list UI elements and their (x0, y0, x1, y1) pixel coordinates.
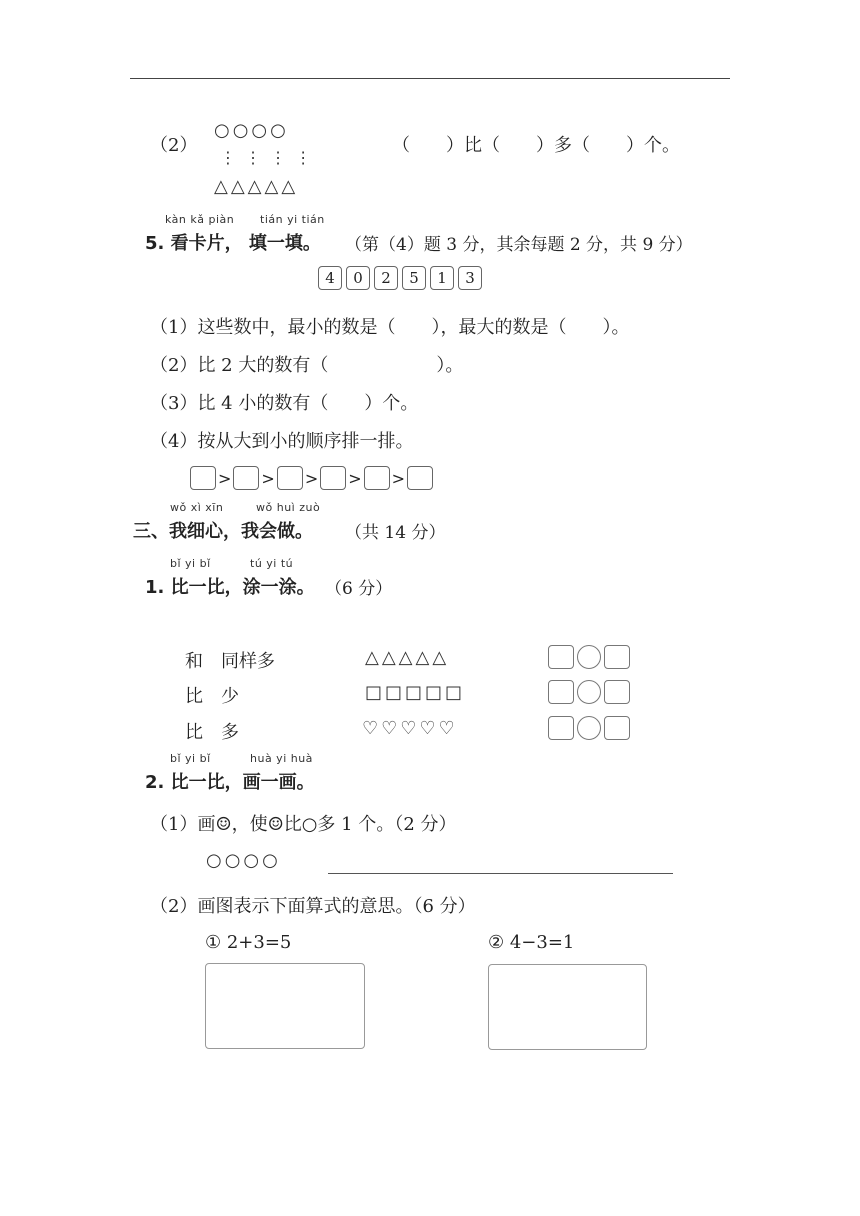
greater-than-sign: > (304, 468, 319, 488)
number-card: 1 (430, 266, 454, 290)
answer-box[interactable] (320, 466, 346, 490)
choice-box[interactable] (604, 680, 630, 704)
color-choice-row (548, 716, 630, 740)
q4-2-sentence: （ ）比（ ）多（ ）个。 (392, 135, 680, 156)
s3q1-pinyin-a: bǐ yi bǐ (170, 557, 211, 570)
answer-box[interactable] (364, 466, 390, 490)
triangle-shapes: △△△△△ (365, 647, 450, 668)
greater-than-sign: > (261, 468, 275, 488)
choice-circle[interactable] (577, 716, 601, 740)
s3q2-pinyin-b: huà yi huà (250, 752, 313, 765)
q4-2-label: （2） (150, 135, 198, 156)
greater-than-sign: > (218, 468, 232, 488)
s3q1-pinyin-b: tú yi tú (250, 557, 294, 570)
s3q2-title: 2. 比一比，画一画。 (145, 772, 315, 793)
q5-title: 5. 看卡片， 填一填。 (145, 233, 321, 254)
greater-than-sign: > (348, 468, 362, 488)
s3q1-title: 1. 比一比，涂一涂。 (145, 577, 315, 598)
sec3-score: （共 14 分） (345, 523, 446, 543)
answer-box[interactable] (277, 466, 303, 490)
s3q2-pinyin-a: bǐ yi bǐ (170, 752, 211, 765)
q5-sub1: （1）这些数中，最小的数是（ ），最大的数是（ ）。 (150, 317, 630, 338)
ordering-boxes (190, 466, 433, 490)
choice-box[interactable] (548, 716, 574, 740)
drawing-box-1[interactable] (205, 963, 365, 1049)
q5-pinyin-a: kàn kǎ piàn (165, 213, 235, 226)
q5-sub3: （3）比 4 小的数有（ ）个。 (150, 393, 419, 414)
number-card: 0 (346, 266, 370, 290)
sec3-pinyin-b: wǒ huì zuò (256, 501, 321, 514)
number-cards (318, 266, 486, 290)
s3q2-sub2: （2）画图表示下面算式的意思。（6 分） (150, 896, 476, 917)
number-card: 4 (318, 266, 342, 290)
choice-box[interactable] (604, 716, 630, 740)
choice-box[interactable] (548, 680, 574, 704)
answer-box[interactable] (190, 466, 216, 490)
answer-box[interactable] (407, 466, 433, 490)
number-card: 5 (402, 266, 426, 290)
compare-row-label: 比 少 (185, 686, 239, 707)
square-shapes: □□□□□ (365, 682, 466, 703)
choice-box[interactable] (548, 645, 574, 669)
choice-box[interactable] (604, 645, 630, 669)
q5-sub2: （2）比 2 大的数有（ ）。 (150, 355, 464, 376)
sub1-circles: ○○○○ (206, 850, 281, 871)
choice-circle[interactable] (577, 680, 601, 704)
heart-shapes: ♡♡♡♡♡ (362, 718, 458, 739)
q5-score: （第（4）题 3 分，其余每题 2 分，共 9 分） (345, 235, 693, 255)
sec3-pinyin-a: wǒ xì xīn (170, 501, 224, 514)
triangles-row: △△△△△ (214, 176, 299, 197)
q5-pinyin-b: tián yi tián (260, 213, 325, 226)
equation-2: ② 4−3=1 (488, 932, 575, 953)
compare-row-label: 比 多 (185, 722, 239, 743)
color-choice-row (548, 680, 630, 704)
circles-row: ○○○○ (214, 120, 289, 141)
s3q2-sub1: （1）画☺，使☺比○多 1 个。（2 分） (150, 814, 457, 835)
s3q1-score: （6 分） (325, 579, 393, 599)
compare-row-label: 和 同样多 (185, 651, 275, 672)
drawing-line[interactable] (328, 873, 673, 874)
equation-1: ① 2+3=5 (205, 932, 292, 953)
color-choice-row (548, 645, 630, 669)
q5-sub4: （4）按从大到小的顺序排一排。 (150, 431, 414, 452)
choice-circle[interactable] (577, 645, 601, 669)
answer-box[interactable] (233, 466, 259, 490)
dots-row: ⋮ ⋮ ⋮ ⋮ (220, 148, 314, 167)
top-rule (130, 78, 730, 79)
number-card: 2 (374, 266, 398, 290)
greater-than-sign: > (391, 468, 406, 488)
number-card: 3 (458, 266, 482, 290)
drawing-box-2[interactable] (488, 964, 647, 1050)
sec3-title: 三、我细心，我会做。 (133, 521, 313, 542)
